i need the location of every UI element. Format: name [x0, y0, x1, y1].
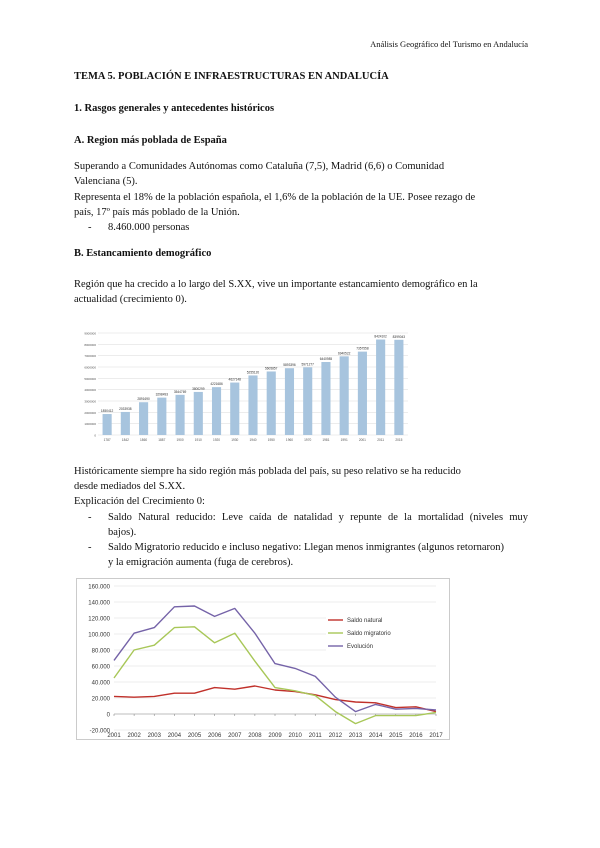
- legend-label: Saldo natural: [347, 618, 383, 624]
- x-tick-label: 2013: [348, 733, 363, 739]
- text-line: actualidad (crecimiento 0).: [74, 294, 187, 305]
- text-line: Región que ha crecido a lo largo del S.XX, vive un importante estancamiento demográfico en la: [74, 279, 478, 290]
- y-tick-label: 0: [94, 433, 96, 438]
- paragraph-b3: Explicación del Crecimiento 0:: [74, 496, 205, 507]
- data-label: 6940522: [337, 351, 351, 356]
- data-label: 5893396: [283, 363, 296, 368]
- x-tick-label: 2002: [127, 733, 141, 739]
- demographic-line-chart: [76, 578, 450, 740]
- data-label: 8424102: [374, 334, 387, 339]
- bar: [212, 387, 221, 435]
- y-tick-label: 80.000: [91, 648, 110, 655]
- bar: [157, 398, 166, 435]
- x-tick-label: 1787: [103, 438, 111, 442]
- x-tick-label: 2012: [328, 733, 343, 739]
- data-label: 2033938: [119, 406, 132, 411]
- data-label: 3800299: [192, 386, 205, 391]
- x-tick-label: 1920: [212, 438, 221, 442]
- data-label: 6440985: [319, 357, 333, 362]
- bullet-migratorio: [88, 540, 528, 570]
- text-line: Representa el 18% de la población española, el 1,6% de la población de la UE. Posee rezago de: [74, 192, 476, 203]
- bar: [103, 414, 112, 435]
- x-tick-label: 2014: [368, 733, 383, 739]
- x-tick-label: 2004: [167, 733, 182, 739]
- text-line: bajos).: [108, 527, 137, 538]
- bar: [358, 352, 367, 435]
- text-line: Valenciana (5).: [74, 176, 138, 187]
- y-tick-label: 120.000: [88, 616, 110, 623]
- section-heading: 1. Rasgos generales y antecedentes históricos: [74, 103, 275, 114]
- bullet-text: [108, 510, 528, 540]
- x-tick-label: 2015: [389, 733, 403, 739]
- x-tick-label: 2010: [288, 733, 302, 739]
- data-label: 2891690: [137, 397, 150, 402]
- x-tick-label: 2001: [107, 733, 121, 739]
- x-tick-label: 1887: [158, 438, 166, 442]
- x-tick-label: 2001: [358, 438, 366, 442]
- y-tick-label: 5000000: [84, 376, 96, 381]
- y-tick-label: 160.000: [88, 584, 110, 591]
- x-tick-label: 1981: [322, 438, 330, 442]
- bar: [303, 367, 312, 435]
- paragraph-b2: [74, 464, 526, 494]
- text-line: y la emigración aumenta (fuga de cerebros).: [108, 557, 294, 568]
- bar: [267, 371, 276, 435]
- legend-label: Evolución: [347, 644, 374, 650]
- y-tick-label: -20.000: [89, 728, 110, 735]
- bullet-natural: [88, 510, 528, 540]
- text-line: país, 17º país más poblado de la Unión.: [74, 207, 240, 218]
- bar: [285, 368, 294, 435]
- x-tick-label: 1842: [121, 438, 129, 442]
- bar: [176, 395, 185, 435]
- paragraph-a2: [74, 190, 526, 220]
- bullet-text: 8.460.000 personas: [108, 222, 190, 233]
- x-tick-label: 2016: [409, 733, 423, 739]
- data-label: 5255120: [246, 370, 260, 375]
- y-tick-label: 2000000: [84, 410, 96, 415]
- data-label: 4221686: [210, 382, 223, 387]
- x-tick-label: 2006: [207, 733, 222, 739]
- bullet-text: [108, 540, 528, 570]
- x-tick-label: 2011: [377, 438, 385, 442]
- x-tick-label: 1930: [231, 438, 239, 442]
- legend: [326, 610, 436, 654]
- bullet-dash: -: [88, 512, 92, 523]
- bar: [121, 412, 130, 435]
- y-tick-label: 1000000: [84, 422, 96, 427]
- data-label: 5605857: [265, 366, 278, 371]
- y-tick-label: 7000000: [84, 354, 96, 359]
- x-tick-label: 2009: [268, 733, 282, 739]
- y-tick-label: 4000000: [84, 388, 96, 393]
- subsection-a-heading: A. Region más poblada de España: [74, 135, 227, 146]
- bar: [376, 340, 385, 435]
- bar: [248, 375, 257, 435]
- x-tick-label: 2007: [228, 733, 242, 739]
- x-tick-label: 1960: [285, 438, 294, 442]
- y-tick-label: 0: [106, 712, 110, 719]
- y-tick-label: 9000000: [84, 331, 96, 336]
- y-tick-label: 100.000: [88, 632, 110, 639]
- data-label: 7357558: [356, 346, 369, 351]
- text-line: Saldo Migratorio reducido e incluso negativo: Llegan menos inmigrantes (algunos retornaron): [108, 542, 504, 553]
- y-tick-label: 6000000: [84, 365, 96, 370]
- page-title: TEMA 5. POBLACIÓN E INFRAESTRUCTURAS EN ANDALUCÍA: [74, 71, 389, 82]
- data-label: 3298493: [155, 392, 169, 397]
- data-label: 3544769: [173, 389, 187, 394]
- data-label: 5971277: [301, 362, 314, 367]
- x-tick-label: 2011: [308, 733, 322, 739]
- text-line: Superando a Comunidades Autónomas como Cataluña (7,5), Madrid (6,6) o Comunidad: [74, 161, 445, 172]
- bar: [321, 362, 330, 435]
- x-tick-label: 2015: [395, 438, 403, 442]
- x-tick-label: 1991: [340, 438, 348, 442]
- bar: [139, 402, 148, 435]
- data-label: 8399043: [392, 334, 406, 339]
- y-tick-label: 60.000: [91, 664, 110, 671]
- paragraph-a1: [74, 159, 526, 189]
- bar: [340, 356, 349, 435]
- running-header: Análisis Geográfico del Turismo en Andalucía: [370, 39, 528, 49]
- y-tick-label: 3000000: [84, 399, 96, 404]
- bullet-population: [88, 220, 528, 235]
- x-tick-label: 2003: [147, 733, 161, 739]
- y-tick-label: 140.000: [88, 600, 110, 607]
- bar: [194, 392, 203, 435]
- bullet-dash: -: [88, 222, 92, 233]
- legend-label: Saldo migratorio: [347, 631, 391, 637]
- population-bar-chart: [86, 325, 412, 445]
- subsection-b-heading: B. Estancamiento demográfico: [74, 248, 212, 259]
- x-tick-label: 2008: [248, 733, 262, 739]
- text-line: Históricamente siempre ha sido región más poblada del país, su peso relativo se ha reducido: [74, 466, 461, 477]
- bullet-dash: -: [88, 542, 92, 553]
- bar: [394, 340, 403, 435]
- data-label: 4627148: [228, 377, 241, 382]
- x-tick-label: 1970: [304, 438, 312, 442]
- y-tick-label: 20.000: [91, 696, 110, 703]
- x-tick-label: 1950: [267, 438, 275, 442]
- x-tick-label: 1940: [249, 438, 257, 442]
- text-line: desde mediados del S.XX.: [74, 481, 186, 492]
- y-tick-label: 8000000: [84, 342, 96, 347]
- x-tick-label: 1900: [176, 438, 184, 442]
- text-line: Saldo Natural reducido: Leve caída de natalidad y repunte de la mortalidad (niveles muy: [108, 512, 528, 523]
- paragraph-b1: [74, 277, 526, 307]
- data-label: 1850412: [100, 409, 114, 414]
- x-tick-label: 1860: [140, 438, 148, 442]
- x-tick-label: 2017: [429, 733, 443, 739]
- x-tick-label: 2005: [187, 733, 202, 739]
- bar: [230, 383, 239, 435]
- x-tick-label: 1910: [194, 438, 202, 442]
- y-tick-label: 40.000: [91, 680, 110, 687]
